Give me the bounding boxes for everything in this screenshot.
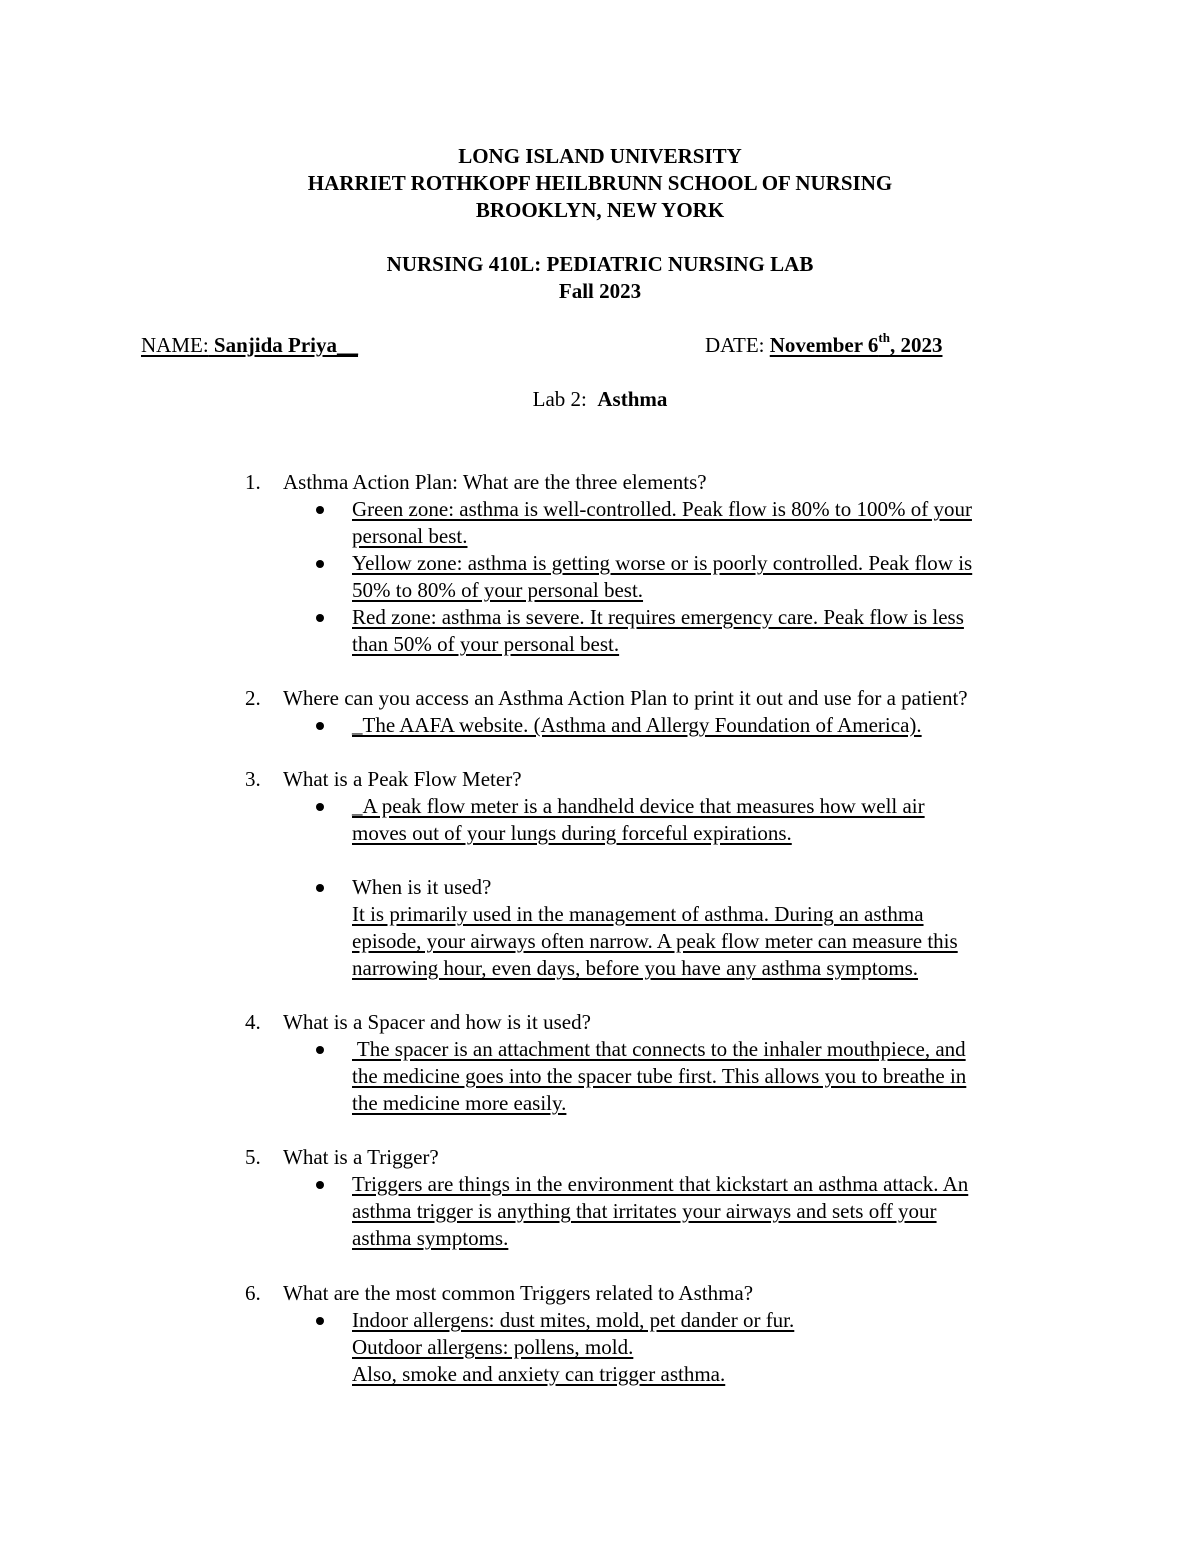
school-name: HARRIET ROTHKOPF HEILBRUNN SCHOOL OF NURSING <box>307 171 893 195</box>
answer-bullet <box>352 1036 1062 1117</box>
followup-bullet <box>352 874 1062 982</box>
date-value-suffix: th <box>878 330 890 345</box>
answer-line: asthma symptoms. <box>352 1226 509 1250</box>
question-text: Asthma Action Plan: What are the three elements? <box>283 470 707 494</box>
bullet-icon <box>316 506 324 514</box>
answer-line: It is primarily used in the management of asthma. During an asthma <box>352 902 924 926</box>
school-location: BROOKLYN, NEW YORK <box>475 198 725 222</box>
answer-bullet <box>352 496 1062 550</box>
lab-topic: Asthma <box>597 387 668 411</box>
bullet-icon <box>316 1317 324 1325</box>
followup-question: When is it used? <box>352 875 492 899</box>
lab-prefix: Lab 2: <box>532 387 587 411</box>
question-number: 6. <box>245 1281 261 1305</box>
question-number: 3. <box>245 767 261 791</box>
lab-title <box>0 386 1200 413</box>
date-value <box>769 330 943 357</box>
answer-bullet <box>352 793 1062 847</box>
question-text: What are the most common Triggers related to Asthma? <box>283 1281 754 1305</box>
answer-line: Also, smoke and anxiety can trigger asthma. <box>352 1362 726 1386</box>
bullet-icon <box>316 560 324 568</box>
answer-line: the medicine more easily. <box>352 1091 567 1115</box>
student-name-line <box>141 332 358 359</box>
answer-line: the medicine goes into the spacer tube first. This allows you to breathe in <box>352 1064 967 1088</box>
question-text: What is a Spacer and how is it used? <box>283 1010 591 1034</box>
answer-bullet <box>352 604 1062 658</box>
student-name: Sanjida Priya__ <box>208 333 359 357</box>
answer-line: _The AAFA website. (Asthma and Allergy Foundation of America). <box>352 713 922 737</box>
answer-line: Triggers are things in the environment that kickstart an asthma attack. An <box>352 1172 969 1196</box>
answer-line: narrowing hour, even days, before you have any asthma symptoms. <box>352 956 919 980</box>
answer-line: The spacer is an attachment that connects to the inhaler mouthpiece, and <box>352 1037 966 1061</box>
answer-bullet <box>352 550 1062 604</box>
answer-line: moves out of your lungs during forceful expirations. <box>352 821 792 845</box>
date-value-rest: , 2023 <box>889 333 943 357</box>
bullet-icon <box>316 803 324 811</box>
bullet-icon <box>316 1046 324 1054</box>
question-text: What is a Peak Flow Meter? <box>283 767 522 791</box>
question-number: 1. <box>245 470 261 494</box>
date-value-main: November 6 <box>769 333 879 357</box>
answer-line: Yellow zone: asthma is getting worse or is poorly controlled. Peak flow is <box>352 551 973 575</box>
university-name: LONG ISLAND UNIVERSITY <box>458 144 742 168</box>
name-label: NAME: <box>141 333 209 357</box>
question-text: Where can you access an Asthma Action Plan to print it out and use for a patient? <box>283 686 968 710</box>
bullet-icon <box>316 1181 324 1189</box>
question-number: 4. <box>245 1010 261 1034</box>
course-title: NURSING 410L: PEDIATRIC NURSING LAB <box>386 252 814 276</box>
answer-bullet <box>352 1307 1062 1388</box>
answer-line: Indoor allergens: dust mites, mold, pet dander or fur. <box>352 1308 795 1332</box>
date-label: DATE: <box>705 333 765 357</box>
answer-line: Green zone: asthma is well-controlled. Peak flow is 80% to 100% of your <box>352 497 972 521</box>
answer-line: episode, your airways often narrow. A peak flow meter can measure this <box>352 929 958 953</box>
course-term: Fall 2023 <box>558 279 642 303</box>
answer-line: personal best. <box>352 524 468 548</box>
answer-line: Red zone: asthma is severe. It requires emergency care. Peak flow is less <box>352 605 964 629</box>
bullet-icon <box>316 614 324 622</box>
question-number: 5. <box>245 1145 261 1169</box>
answer-bullet <box>352 712 1062 739</box>
question-text: What is a Trigger? <box>283 1145 439 1169</box>
answer-line: than 50% of your personal best. <box>352 632 620 656</box>
date-line <box>705 332 942 359</box>
document-header <box>0 143 1200 224</box>
answer-line: asthma trigger is anything that irritates your airways and sets off your <box>352 1199 937 1223</box>
answer-line: Outdoor allergens: pollens, mold. <box>352 1335 634 1359</box>
answer-line: 50% to 80% of your personal best. <box>352 578 644 602</box>
course-heading <box>0 251 1200 305</box>
question-number: 2. <box>245 686 261 710</box>
answer-bullet <box>352 1171 1062 1252</box>
bullet-icon <box>316 884 324 892</box>
bullet-icon <box>316 722 324 730</box>
answer-line: _A peak flow meter is a handheld device that measures how well air <box>352 794 925 818</box>
